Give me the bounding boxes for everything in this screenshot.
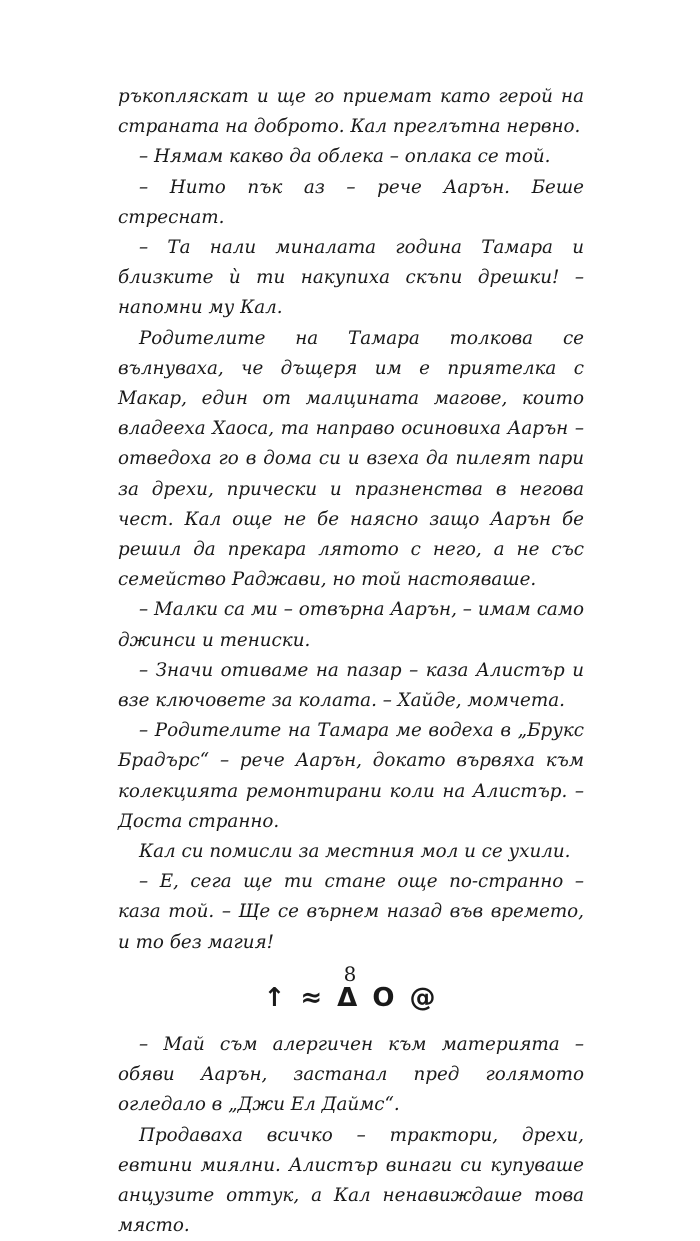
paragraph: – Нито пък аз – рече Аарън. Беше стреснат.: [118, 173, 584, 233]
paragraph: – Нямам какво да облека – оплака се той.: [118, 142, 584, 172]
waves-icon: ≈: [300, 978, 325, 1018]
triangle-icon: Δ: [337, 978, 360, 1018]
paragraph: – Та нали миналата година Тамара и близките ѝ ти накупиха скъпи дрешки! – напомни му Кал.: [118, 233, 584, 324]
paragraph: Кал си помисли за местния мол и се ухили.: [118, 837, 584, 867]
paragraph: – Е, сега ще ти стане още по-странно – каза той. – Ще се върнем назад във времето, и то без магия!: [118, 867, 584, 958]
paragraph: – Май съм алергичен към материята – обяви Аарън, застанал пред голямото огледало в „Джи Ел Даймс“.: [118, 1030, 584, 1121]
spiral-icon: @: [410, 978, 439, 1018]
paragraph: – Малки са ми – отвърна Аарън, – имам само джинси и тениски.: [118, 595, 584, 655]
paragraph: – Значи отиваме на пазар – каза Алистър и взе ключовете за колата. – Хайде, момчета.: [118, 656, 584, 716]
paragraph: – Родителите на Тамара ме водеха в „Брукс Брадърс“ – рече Аарън, докато вървяха към колекцията ремонтирани коли на Алистър. – Доста странно.: [118, 716, 584, 837]
arrow-up-icon: ↑: [263, 978, 288, 1018]
circle-icon: O: [372, 978, 397, 1018]
page-body: [118, 82, 584, 1241]
paragraph: ръкопляскат и ще го приемат като герой на страната на доброто. Кал преглътна нервно.: [118, 82, 584, 142]
paragraph: Родителите на Тамара толкова се вълнуваха, че дъщеря им е приятелка с Макар, един от малцината магове, които владееха Хаоса, та направо осиновиха Аарън – отведоха го в дома си и взеха да пилеят пари за дрехи, прически и празненства в негова чест. Кал още не бе наясно защо Аарън бе решил да прекара лятото с него, а не със семейство Раджави, но той настояваше.: [118, 324, 584, 596]
page-number: 8: [0, 962, 700, 986]
paragraph: Продаваха всичко – трактори, дрехи, евтини миялни. Алистър винаги си купуваше анцузите оттук, а Кал ненавиждаше това място.: [118, 1121, 584, 1241]
